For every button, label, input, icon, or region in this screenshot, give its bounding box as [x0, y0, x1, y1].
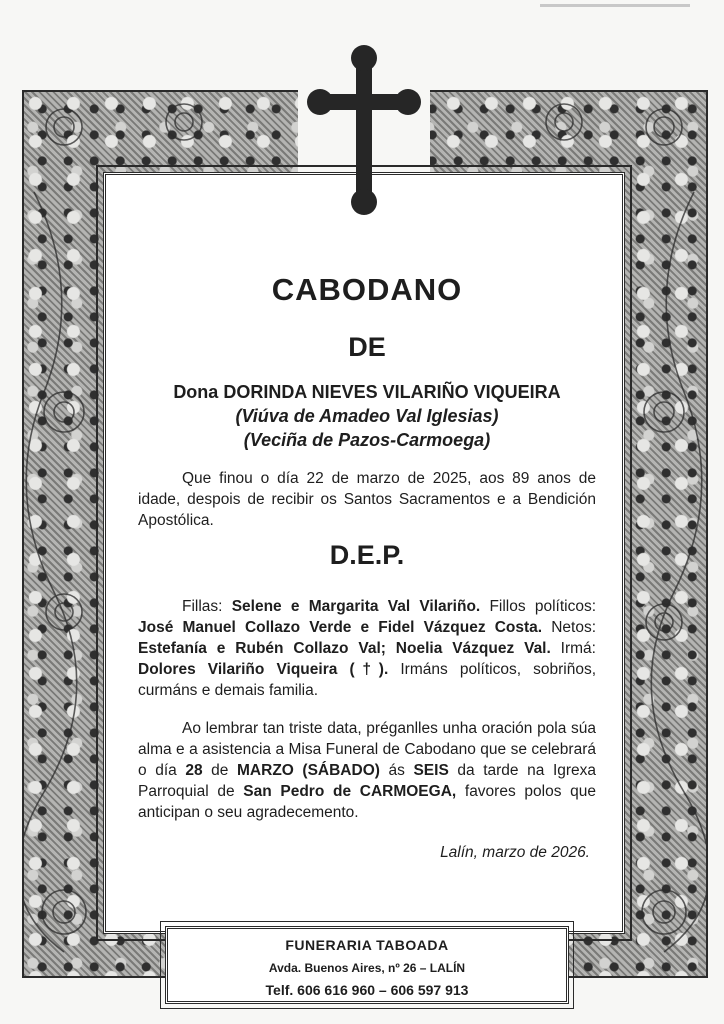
death-paragraph: Que finou o día 22 de marzo de 2025, aos 89 anos de idade, despois de recibir os Santos Sacramentos e a Bendición Apostólica.	[138, 470, 596, 529]
mass-month: MARZO (SÁBADO)	[237, 762, 380, 779]
mass-text: de	[202, 762, 238, 779]
daughters: Selene e Margarita Val Vilariño.	[231, 598, 481, 615]
family-text: Fillas:	[182, 598, 232, 615]
cross-icon	[304, 42, 424, 218]
mass-text: favores polos que anticipan o seu agradecemento.	[138, 783, 596, 821]
family-text: Irmá:	[550, 640, 596, 657]
funeral-home-phone: Telf. 606 616 960 – 606 597 913	[265, 982, 469, 998]
widow-of: (Viúva de Amadeo Val Iglesias)	[235, 406, 499, 426]
mass-text: Ao lembrar tan triste data, préganlles unha oración pola súa alma e a asistencia a Misa Funeral de Cabodano que se celebrará o día	[138, 720, 596, 779]
funeral-home-address: Avda. Buenos Aires, nº 26 – LALÍN	[268, 961, 466, 975]
sister: Dolores Vilariño Viqueira (†).	[138, 661, 389, 678]
mass-day: 28	[185, 762, 203, 779]
grandchildren: Estefanía e Rubén Collazo Val; Noelia Vázquez Val.	[138, 640, 551, 657]
notice-de: DE	[348, 332, 386, 362]
sons-in-law: José Manuel Collazo Verde e Fidel Vázquez Costa.	[138, 619, 543, 636]
family-paragraph	[138, 596, 596, 701]
mass-paragraph	[138, 718, 596, 823]
resident-of: (Veciña de Pazos-Carmoega)	[243, 430, 491, 450]
mass-church: San Pedro de CARMOEGA,	[243, 783, 457, 800]
notice-title: CABODANO	[271, 272, 463, 307]
family-text: Fillos políticos:	[480, 598, 597, 615]
place-date: Lalín, marzo de 2026.	[440, 844, 590, 861]
funeral-home-name: FUNERARIA TABOADA	[285, 937, 449, 953]
deceased-name: Dona DORINDA NIEVES VILARIÑO VIQUEIRA	[173, 382, 561, 402]
rip-heading: D.E.P.	[329, 540, 405, 570]
mass-text: da tarde na Igrexa Parroquial de	[138, 762, 597, 800]
scan-mark	[540, 4, 690, 7]
family-text: Netos:	[542, 619, 596, 636]
mass-text: ás	[379, 762, 414, 779]
mass-hour: SEIS	[413, 762, 449, 779]
family-text: Irmáns políticos, sobriños, curmáns e demais familia.	[138, 661, 596, 699]
funeral-home-footer	[165, 926, 569, 1004]
